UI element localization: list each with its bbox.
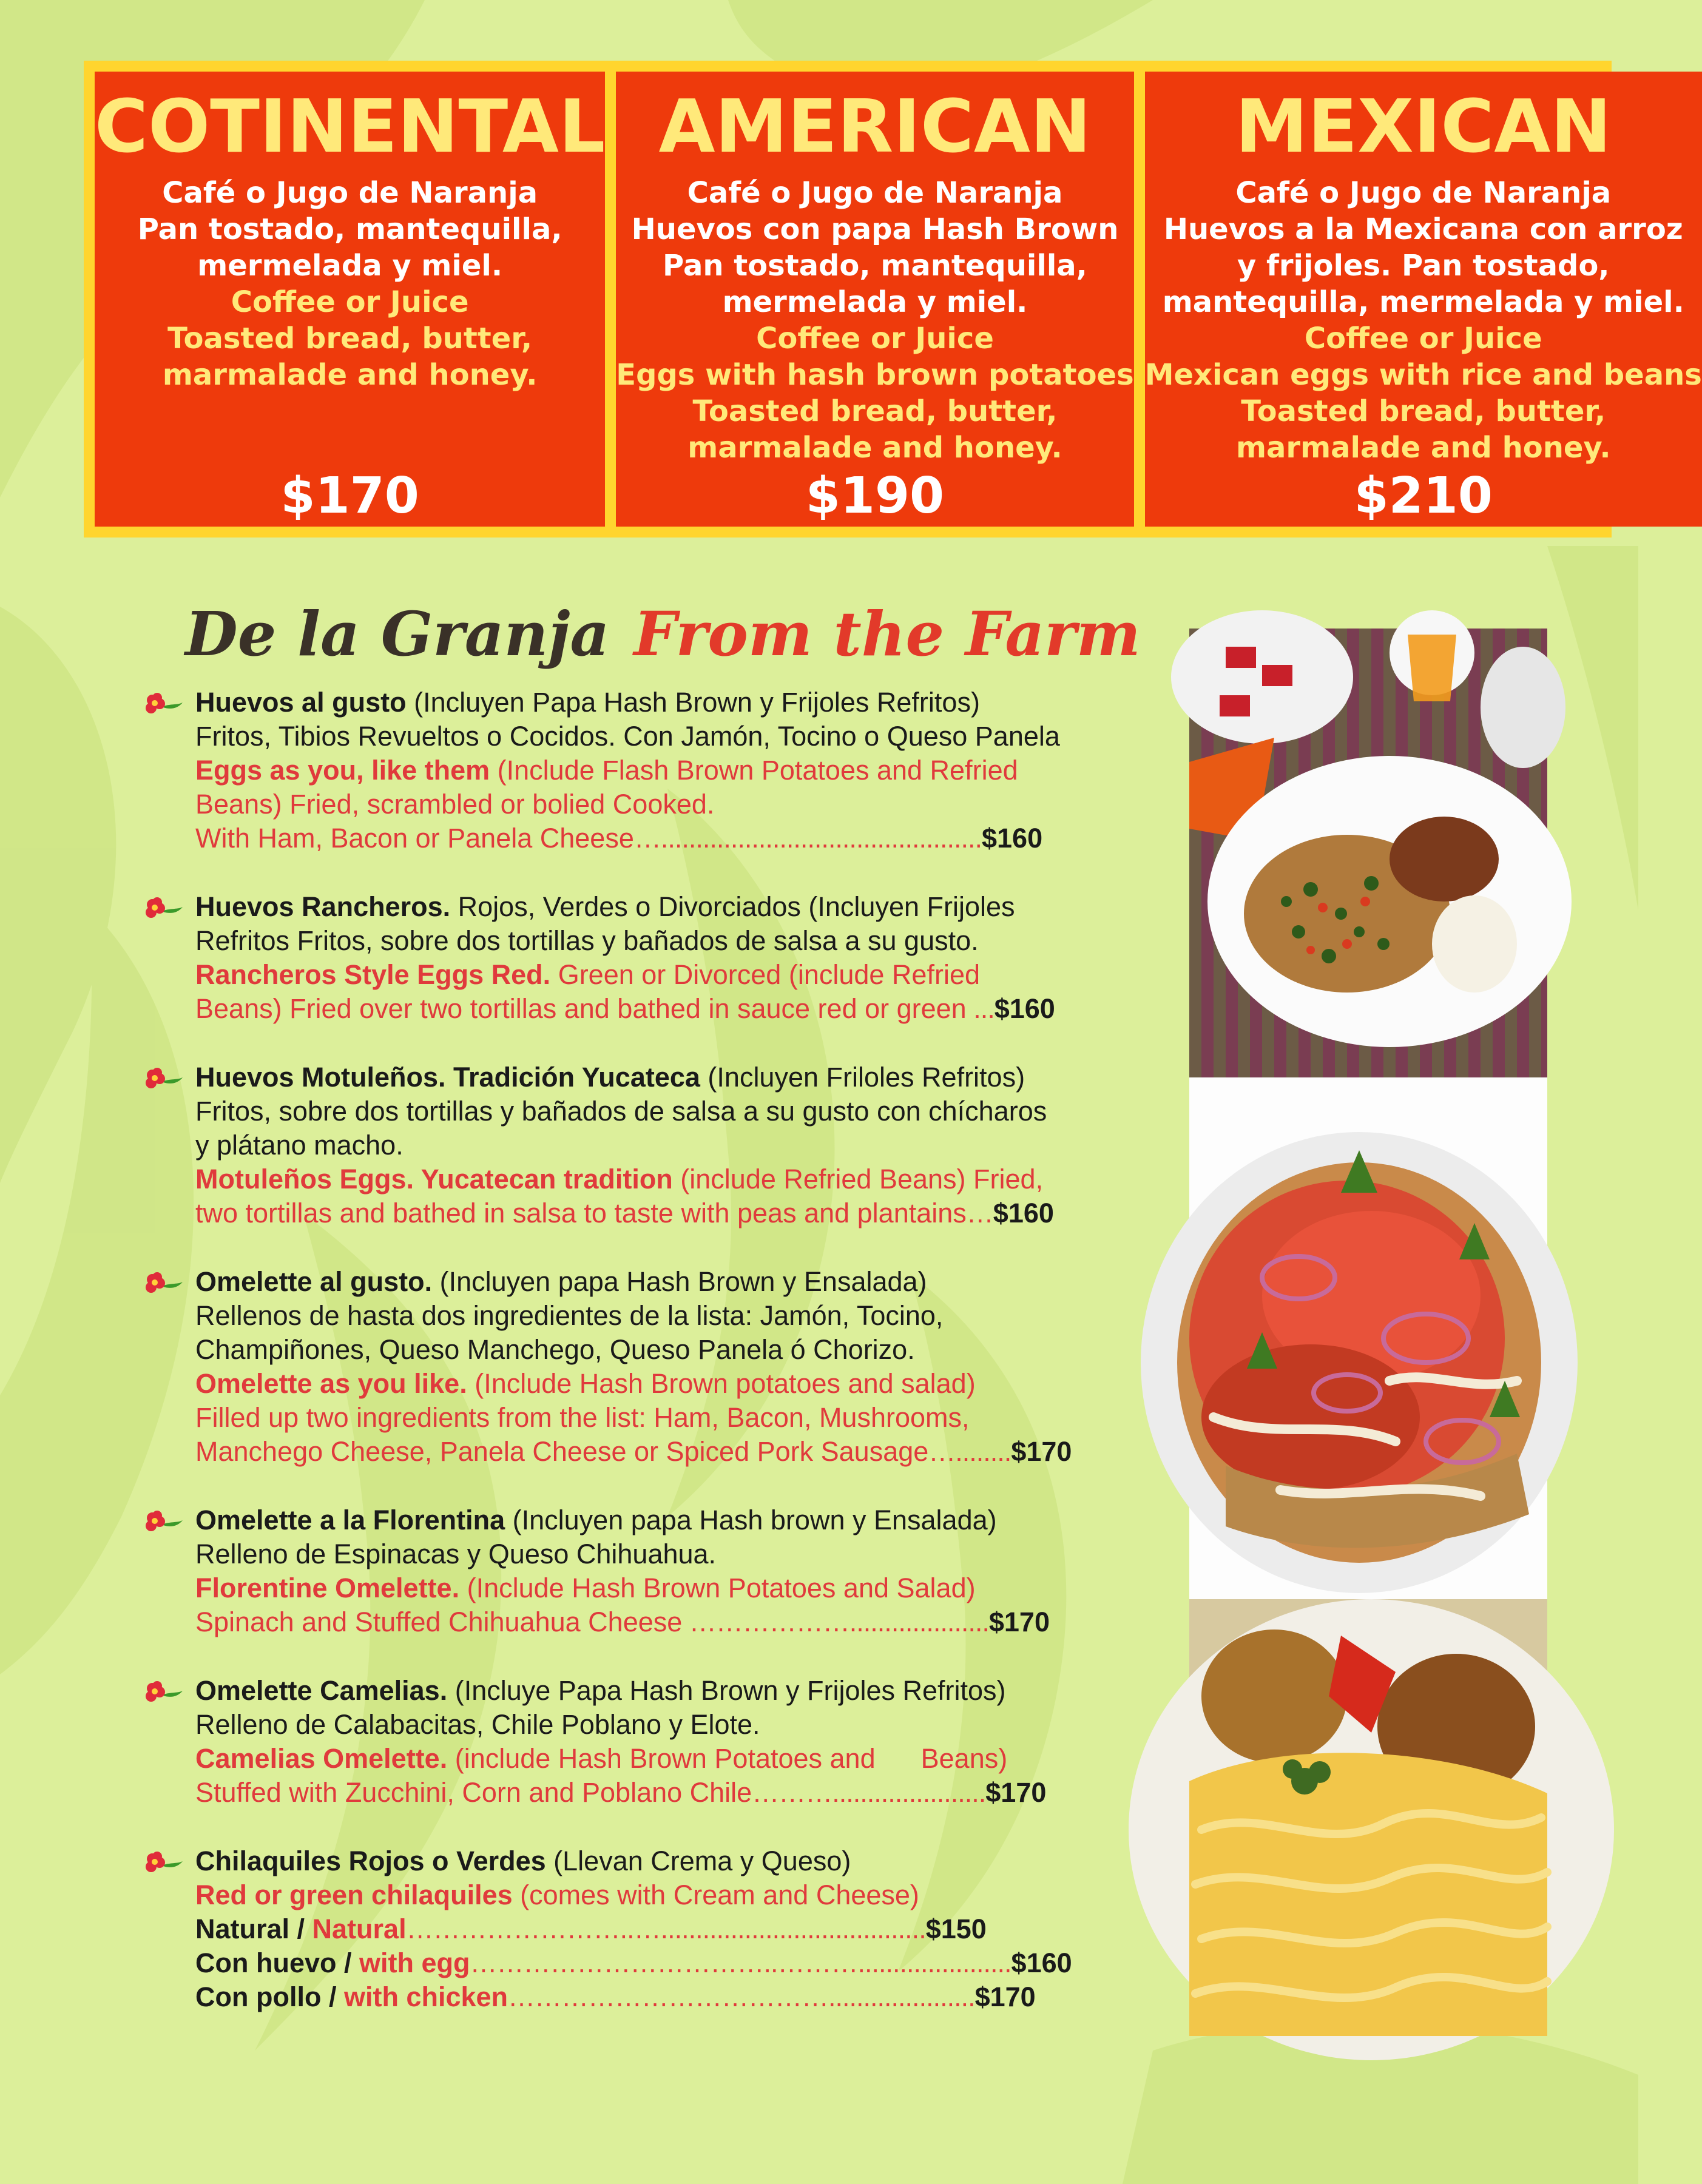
item-price: $150: [925, 1913, 987, 1944]
section-title: [185, 595, 1141, 673]
photo-strip: [1189, 629, 1547, 2036]
price-leader: ………………....................: [682, 1606, 989, 1637]
item-description-english: Beans) Fried over two tortillas and bathed in sauce red or green: [195, 993, 967, 1024]
item-description: Rellenos de hasta dos ingredientes de la lista: Jamón, Tocino,: [195, 1300, 944, 1331]
item-name: Omelette a la Florentina: [195, 1505, 505, 1535]
menu-item: [143, 1265, 1162, 1469]
item-description-english: (include Hash Brown Potatoes and Beans): [447, 1743, 1008, 1774]
item-name: Con pollo /: [195, 1981, 344, 2012]
item-description: (Incluyen papa Hash brown y Ensalada): [505, 1505, 997, 1535]
item-description: (Incluyen Papa Hash Brown y Frijoles Refritos): [406, 687, 980, 718]
menu-item-line: [195, 1060, 1162, 1094]
combo-line: mantequilla, mermelada y miel.: [1162, 285, 1684, 319]
combo-line: Eggs with hash brown potatoes: [616, 358, 1134, 392]
combo-line: Huevos a la Mexicana con arroz: [1163, 212, 1683, 246]
menu-item-line: [195, 720, 1162, 753]
item-price: $170: [1011, 1436, 1072, 1467]
combo-title: MEXICAN: [1235, 85, 1612, 169]
menu-item-line: [195, 1605, 1162, 1639]
item-name-english: Red or green chilaquiles: [195, 1879, 513, 1910]
menu-item-line: [195, 1265, 1162, 1299]
combo-line: Café o Jugo de Naranja: [687, 176, 1063, 210]
item-description: Champiñones, Queso Manchego, Queso Panela ó Chorizo.: [195, 1334, 915, 1365]
item-name: Chilaquiles Rojos o Verdes: [195, 1845, 546, 1876]
combo-line: Coffee or Juice: [756, 322, 994, 356]
item-description-english: (Include Hash Brown Potatoes and Salad): [459, 1572, 976, 1603]
menu-item: [143, 1844, 1162, 2014]
menu-item-line: [195, 924, 1162, 958]
item-description-english: Green or Divorced (include Refried: [550, 959, 980, 990]
combo-line: marmalade and honey.: [687, 431, 1062, 465]
combo-line: Toasted bread, butter,: [167, 322, 533, 356]
breakfast-rice-plate-photo: [1189, 629, 1547, 1077]
flower-bullet-icon: [143, 1067, 185, 1091]
item-name-english: with chicken: [343, 1981, 508, 2012]
combo-line: Coffee or Juice: [1304, 322, 1542, 356]
combo-line: Coffee or Juice: [231, 285, 469, 319]
menu-item-line: [195, 1571, 1162, 1605]
item-name: Omelette al gusto.: [195, 1266, 433, 1297]
item-name: Huevos Motuleños. Tradición Yucateca: [195, 1062, 700, 1093]
item-description: (Incluye Papa Hash Brown y Frijoles Refritos): [447, 1675, 1006, 1706]
combo-title: COTINENTAL: [95, 85, 606, 169]
item-description-english: two tortillas and bathed in salsa to taste with peas and plantains: [195, 1198, 967, 1228]
item-description: (Incluyen Friloles Refritos): [700, 1062, 1025, 1093]
item-price: $170: [988, 1606, 1050, 1637]
menu-item-line: [195, 1776, 1162, 1810]
flower-bullet-icon: [143, 1509, 185, 1534]
menu-item-line: [195, 821, 1162, 855]
menu-item-line: [195, 1196, 1162, 1230]
menu-item-line: [195, 1537, 1162, 1571]
item-name-english: Rancheros Style Eggs Red.: [195, 959, 551, 990]
price-leader: …........: [928, 1436, 1011, 1467]
item-price: $160: [1011, 1947, 1072, 1978]
menu-item-line: [195, 1980, 1162, 2014]
item-price: $160: [994, 993, 1055, 1024]
menu-item-line: [195, 1401, 1162, 1435]
price-leader: …..............................................: [633, 823, 982, 854]
flower-bullet-icon: [143, 1850, 185, 1875]
item-name-english: Eggs as you, like them: [195, 755, 490, 786]
menu-item: [143, 1674, 1162, 1810]
item-name-english: Florentine Omelette.: [195, 1572, 460, 1603]
menu-item-line: [195, 1742, 1162, 1776]
item-name-english: Natural: [312, 1913, 407, 1944]
combo-line: Toasted bread, butter,: [1241, 394, 1606, 428]
item-description-english: (include Refried Beans) Fried,: [672, 1164, 1044, 1195]
menu-item-line: [195, 1094, 1162, 1128]
item-description: Relleno de Calabacitas, Chile Poblano y Elote.: [195, 1709, 760, 1740]
menu-item-line: [195, 1503, 1162, 1537]
item-description-english: Manchego Cheese, Panela Cheese or Spiced Pork Sausage: [195, 1436, 929, 1467]
item-description: y plátano macho.: [195, 1130, 404, 1161]
item-name-english: Motuleños Eggs. Yucatecan tradition: [195, 1164, 673, 1195]
item-name: Natural /: [195, 1913, 312, 1944]
item-name-english: Camelias Omelette.: [195, 1743, 448, 1774]
flower-bullet-icon: [143, 1271, 185, 1295]
section-title-spanish: De la Granja: [185, 598, 610, 670]
combo-description: [616, 175, 1133, 466]
price-leader: ...: [966, 993, 995, 1024]
price-leader: …: [966, 1198, 993, 1228]
huevos-rancheros-photo: [1189, 1077, 1547, 1599]
menu-item-line: [195, 1435, 1162, 1469]
combo-line: Café o Jugo de Naranja: [1235, 176, 1612, 210]
menu-item-line: [195, 992, 1162, 1026]
combo-line: Mexican eggs with rice and beans: [1144, 358, 1702, 392]
price-leader: ………......................: [752, 1777, 986, 1808]
item-name: Omelette Camelias.: [195, 1675, 448, 1706]
item-description: Fritos, sobre dos tortillas y bañados de salsa a su gusto con chícharos: [195, 1096, 1047, 1127]
price-leader: ……………………..…......................................: [406, 1913, 926, 1944]
price-leader: ……………………………..………......................: [470, 1947, 1011, 1978]
combo-line: marmalade and honey.: [1235, 431, 1611, 465]
menu-item-line: [195, 1674, 1162, 1708]
combo-line: mermelada y miel.: [722, 285, 1028, 319]
combo-line: Pan tostado, mantequilla,: [663, 249, 1087, 283]
item-name: Huevos Rancheros.: [195, 891, 451, 922]
item-description-english: Stuffed with Zucchini, Corn and Poblano Chile: [195, 1777, 752, 1808]
item-description-english: (Include Hash Brown potatoes and salad): [467, 1368, 976, 1399]
item-description-english: Beans) Fried, scrambled or bolied Cooked.: [195, 789, 715, 820]
item-name-english: Omelette as you like.: [195, 1368, 467, 1399]
breakfast-combos: [84, 61, 1702, 538]
combo-line: Café o Jugo de Naranja: [162, 176, 538, 210]
item-description-english: With Ham, Bacon or Panela Cheese: [195, 823, 634, 854]
item-description: (Llevan Crema y Queso): [545, 1845, 851, 1876]
combo-line: Pan tostado, mantequilla,: [137, 212, 562, 246]
menu-item-line: [195, 1128, 1162, 1162]
menu-item-line: [195, 787, 1162, 821]
menu-item-line: [195, 1878, 1162, 1912]
item-description: Fritos, Tibios Revueltos o Cocidos. Con Jamón, Tocino o Queso Panela: [195, 721, 1060, 752]
item-description-english: (Include Flash Brown Potatoes and Refried: [490, 755, 1018, 786]
menu-item-line: [195, 958, 1162, 992]
menu-items: [143, 686, 1162, 2049]
section-title-english: From the Farm: [633, 598, 1141, 670]
combo-line: Toasted bread, butter,: [692, 394, 1058, 428]
item-price: $170: [985, 1777, 1047, 1808]
item-description-english: Spinach and Stuffed Chihuahua Cheese: [195, 1606, 683, 1637]
menu-item: [143, 890, 1162, 1026]
menu-item-line: [195, 1708, 1162, 1742]
combo-continental: [95, 72, 605, 527]
flower-bullet-icon: [143, 896, 185, 920]
menu-item-line: [195, 1333, 1162, 1367]
menu-item-line: [195, 1367, 1162, 1401]
item-description: (Incluyen papa Hash Brown y Ensalada): [432, 1266, 927, 1297]
menu-item-line: [195, 1946, 1162, 1980]
combo-price: $190: [805, 467, 945, 525]
menu-item-line: [195, 686, 1162, 720]
flower-bullet-icon: [143, 692, 185, 716]
item-name: Con huevo /: [195, 1947, 359, 1978]
combo-line: mermelada y miel.: [197, 249, 503, 283]
item-price: $160: [993, 1198, 1054, 1228]
combo-mexican: [1145, 72, 1702, 527]
combo-description: [1145, 175, 1702, 466]
combo-line: y frijoles. Pan tostado,: [1237, 249, 1610, 283]
omelette-photo: [1189, 1599, 1547, 2036]
combo-line: marmalade and honey.: [162, 358, 538, 392]
item-description: Relleno de Espinacas y Queso Chihuahua.: [195, 1539, 717, 1569]
menu-item: [143, 686, 1162, 855]
combo-price: $170: [280, 467, 419, 525]
menu-item-line: [195, 753, 1162, 787]
flower-bullet-icon: [143, 1680, 185, 1704]
item-description-english: (comes with Cream and Cheese): [512, 1879, 919, 1910]
item-price: $160: [981, 823, 1043, 854]
menu-item: [143, 1060, 1162, 1230]
combo-description: [95, 175, 605, 393]
price-leader: ……………………………….....................: [508, 1981, 975, 2012]
menu-item: [143, 1503, 1162, 1639]
combo-title: AMERICAN: [658, 85, 1092, 169]
menu-item-line: [195, 1162, 1162, 1196]
item-name-english: with egg: [359, 1947, 470, 1978]
item-description: Refritos Fritos, sobre dos tortillas y bañados de salsa a su gusto.: [195, 925, 979, 956]
combo-american: [616, 72, 1133, 527]
menu-item-line: [195, 1299, 1162, 1333]
combo-price: $210: [1354, 467, 1493, 525]
menu-item-line: [195, 890, 1162, 924]
item-description-english: Filled up two ingredients from the list: Ham, Bacon, Mushrooms,: [195, 1402, 970, 1433]
combo-line: Huevos con papa Hash Brown: [631, 212, 1119, 246]
item-name: Huevos al gusto: [195, 687, 407, 718]
item-description: Rojos, Verdes o Divorciados (Incluyen Frijoles: [450, 891, 1015, 922]
item-price: $170: [974, 1981, 1036, 2012]
menu-item-line: [195, 1912, 1162, 1946]
menu-item-line: [195, 1844, 1162, 1878]
